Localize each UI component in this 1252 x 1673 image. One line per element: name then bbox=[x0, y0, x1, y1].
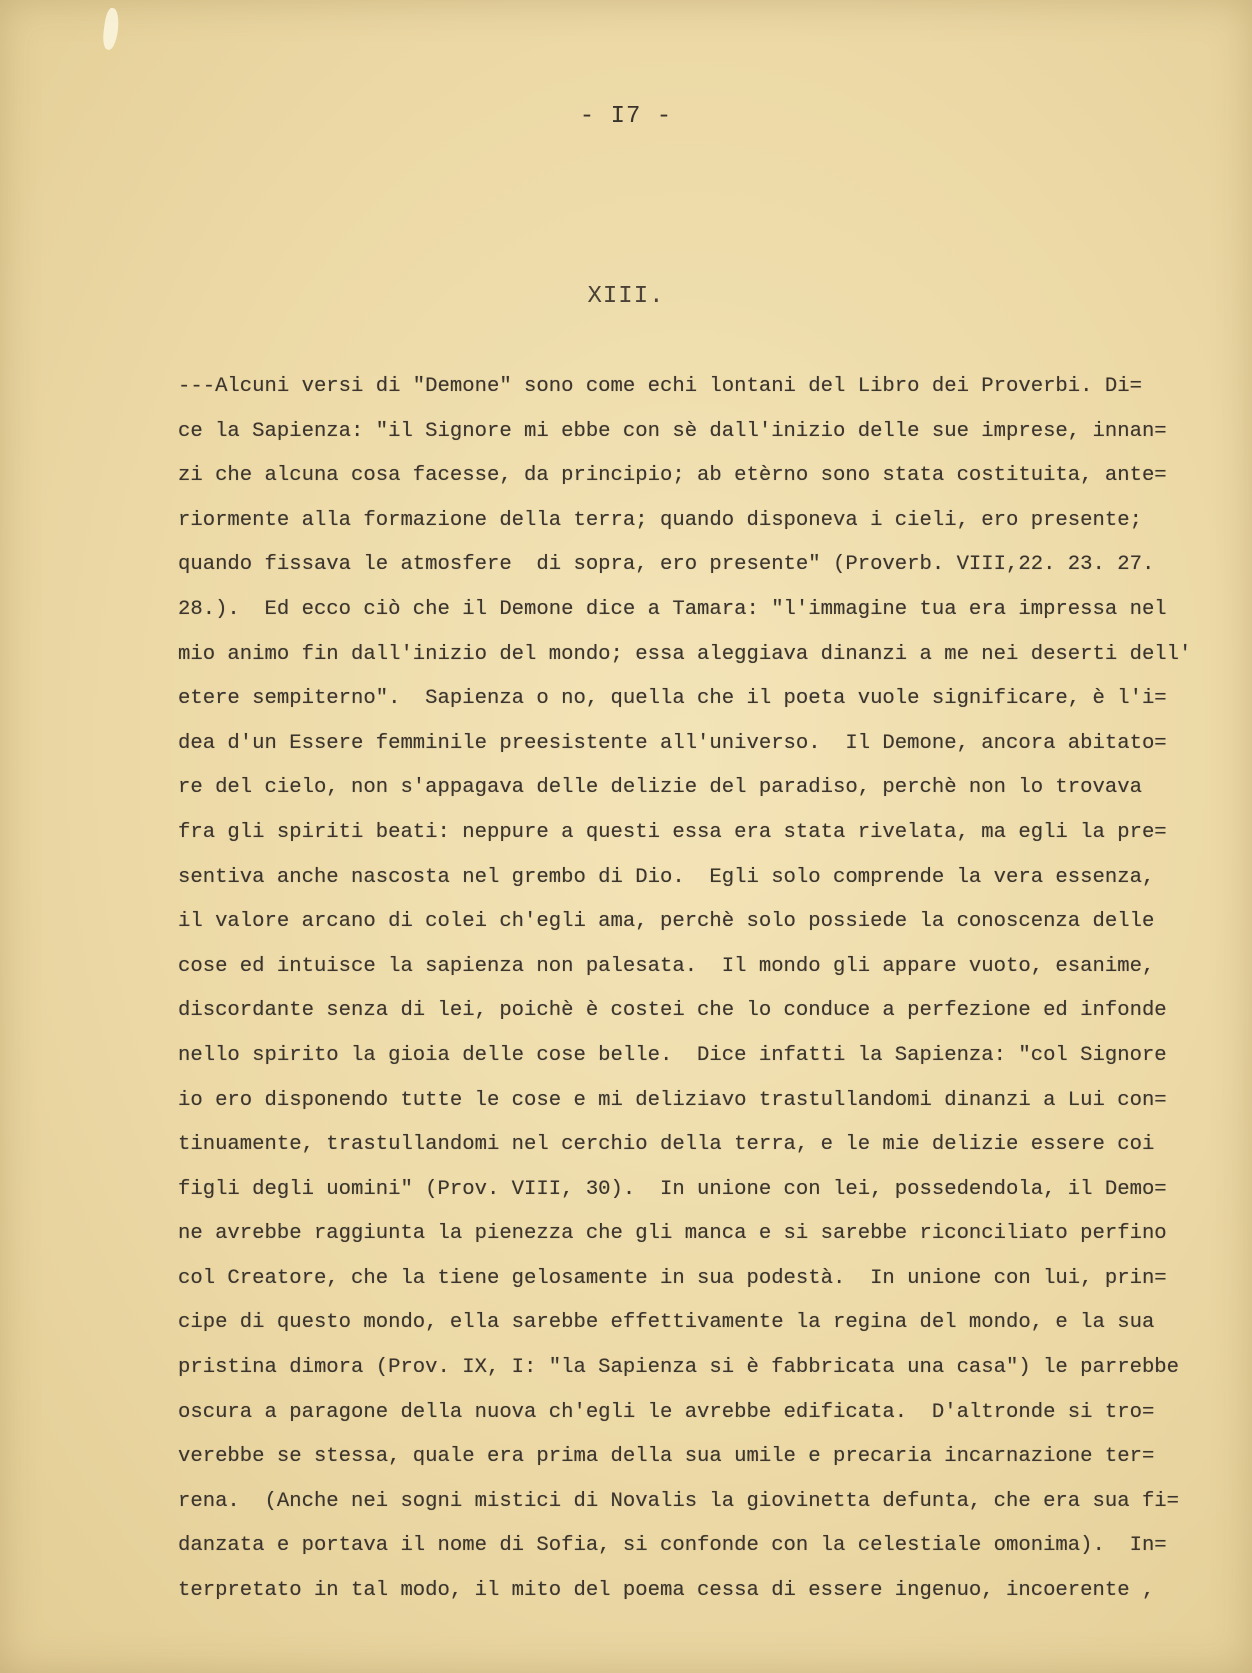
text-line: cose ed intuisce la sapienza non palesata. Il mondo gli appare vuoto, esanime, bbox=[178, 954, 1155, 978]
text-line: danzata e portava il nome di Sofia, si confonde con la celestiale omonima). In= bbox=[178, 1534, 1167, 1558]
text-line: nello spirito la gioia delle cose belle. Dice infatti la Sapienza: "col Signore bbox=[178, 1043, 1167, 1067]
paper-tear-mark bbox=[101, 7, 121, 51]
text-line: ---Alcuni versi di "Demone" sono come echi lontani del Libro dei Proverbi. Di= bbox=[178, 375, 1142, 398]
text-line: ce la Sapienza: "il Signore mi ebbe con sè dall'inizio delle sue imprese, innan= bbox=[178, 419, 1167, 443]
text-line: tinuamente, trastullandomi nel cerchio della terra, e le mie delizie essere coi bbox=[178, 1133, 1155, 1157]
page-number: - I7 - bbox=[579, 103, 673, 130]
text-line: oscura a paragone della nuova ch'egli le avrebbe edificata. D'altronde si tro= bbox=[178, 1400, 1155, 1424]
text-line: 28.). Ed ecco ciò che il Demone dice a Tamara: "l'immagine tua era impressa nel bbox=[178, 597, 1167, 621]
text-line: etere sempiterno". Sapienza o no, quella che il poeta vuole significare, è l'i= bbox=[178, 687, 1167, 711]
text-line: figli degli uomini" (Prov. VIII, 30). In unione con lei, possedendola, il Demo= bbox=[178, 1177, 1167, 1201]
text-line: sentiva anche nascosta nel grembo di Dio. Egli solo comprende la vera essenza, bbox=[178, 865, 1155, 889]
text-line: ne avrebbe raggiunta la pienezza che gli manca e si sarebbe riconciliato perfino bbox=[178, 1222, 1167, 1246]
section-heading: XIII. bbox=[587, 283, 665, 310]
text-line: fra gli spiriti beati: neppure a questi essa era stata rivelata, ma egli la pre= bbox=[178, 820, 1167, 844]
text-line: rena. (Anche nei sogni mistici di Novalis la giovinetta defunta, che era sua fi= bbox=[178, 1489, 1180, 1513]
text-line: quando fissava le atmosfere di sopra, ero presente" (Proverb. VIII,22. 23. 27. bbox=[178, 553, 1155, 577]
text-line: terpretato in tal modo, il mito del poema cessa di essere ingenuo, incoerente , bbox=[178, 1579, 1155, 1603]
text-line: riormente alla formazione della terra; quando disponeva i cieli, ero presente; bbox=[178, 508, 1142, 532]
text-line: zi che alcuna cosa facesse, da principio; ab etèrno sono stata costituita, ante= bbox=[178, 464, 1167, 488]
text-line: re del cielo, non s'appagava delle delizie del paradiso, perchè non lo trovava bbox=[178, 776, 1142, 800]
text-line: verebbe se stessa, quale era prima della sua umile e precaria incarnazione ter= bbox=[178, 1445, 1155, 1469]
text-line: io ero disponendo tutte le cose e mi deliziavo trastullandomi dinanzi a Lui con= bbox=[178, 1088, 1167, 1112]
text-line: discordante senza di lei, poichè è costei che lo conduce a perfezione ed infonde bbox=[178, 999, 1167, 1023]
text-line: col Creatore, che la tiene gelosamente in sua podestà. In unione con lui, prin= bbox=[178, 1266, 1167, 1290]
body-text bbox=[178, 365, 1238, 1614]
text-line: pristina dimora (Prov. IX, I: "la Sapienza si è fabbricata una casa") le parrebbe bbox=[178, 1356, 1180, 1380]
text-line: mio animo fin dall'inizio del mondo; essa aleggiava dinanzi a me nei deserti dell' bbox=[178, 642, 1192, 666]
text-line: cipe di questo mondo, ella sarebbe effettivamente la regina del mondo, e la sua bbox=[178, 1311, 1155, 1335]
text-line: dea d'un Essere femminile preesistente all'universo. Il Demone, ancora abitato= bbox=[178, 731, 1167, 755]
text-line: il valore arcano di colei ch'egli ama, perchè solo possiede la conoscenza delle bbox=[178, 910, 1155, 934]
